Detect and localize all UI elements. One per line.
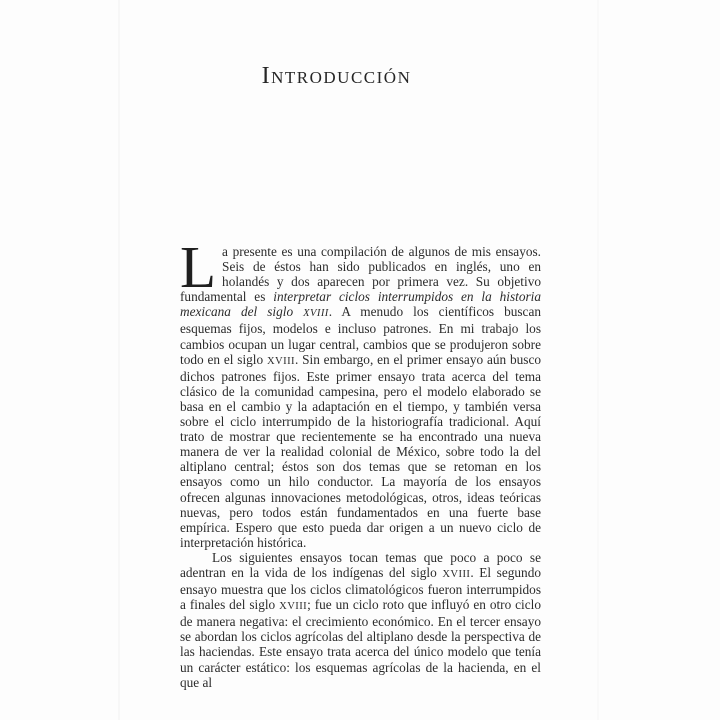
text-segment: Los siguientes ensayos tocan temas que poco a poco se adentran en la vida de los indígenas del siglo <box>180 549 541 580</box>
paragraph <box>180 550 541 690</box>
text-segment: interpretar ciclos interrumpidos en la historia mexicana del siglo <box>180 289 542 320</box>
text-segment: a presente es una compilación de algunos de mis ensayos. Seis de éstos han sido publicados en inglés, uno en holandés y dos aparecen por primera vez. Su objetivo fundamental es <box>180 244 541 305</box>
page-edge-line-left <box>118 0 120 720</box>
text-segment: XVIII <box>442 568 471 580</box>
text-segment: . Sin embargo, en el primer ensayo aún busco dichos patrones fijos. Este primer ensayo trata acerca del tema clásico de la comunidad campesina, pero el modelo elaborado se basa en el cambio y la adaptación en el tiempo, y también versa sobre el ciclo interrumpido de la historiografía tradicional. Aquí trato de mostrar que recientemente se ha encontrado una nueva manera de ver la realidad colonial de México, sobre todo la del altiplano central; éstos son dos temas que se retoman en los ensayos como un hilo conductor. La mayoría de los ensayos ofrecen algunas innovaciones metodológicas, otros, ideas teóricas nuevas, pero todos están fundamentados en una fuerte base empírica. Espero que esto pueda dar origen a un nuevo ciclo de interpretación histórica. <box>180 351 541 550</box>
page-edge-line-right <box>597 0 599 720</box>
text-segment: ; fue un ciclo roto que influyó en otro ciclo de manera negativa: el crecimiento económico. En el tercer ensayo se abordan los ciclos agrícolas del altiplano desde la perspectiva de las haciendas. Este ensayo trata acerca del único modelo que tenía un carácter estático: los esquemas agrícolas de la hacienda, en el que al <box>180 597 541 690</box>
drop-cap: L <box>180 234 217 300</box>
text-segment: XVIII <box>266 355 295 367</box>
page-title: Introducción <box>261 63 412 89</box>
body-text <box>180 234 542 690</box>
text-segment: XVIII <box>303 308 329 320</box>
text-segment: . A menudo los científicos buscan esquemas fijos, modelos e incluso patrones. En mi trabajo los cambios ocupan un lugar central, cambios que se produjeron sobre todo en el siglo <box>180 304 541 367</box>
text-segment: XVIII <box>279 601 308 613</box>
paragraph <box>180 234 542 550</box>
text-segment: . El segundo ensayo muestra que los ciclos climatológicos fueron interrumpidos a finales del siglo <box>180 564 541 613</box>
